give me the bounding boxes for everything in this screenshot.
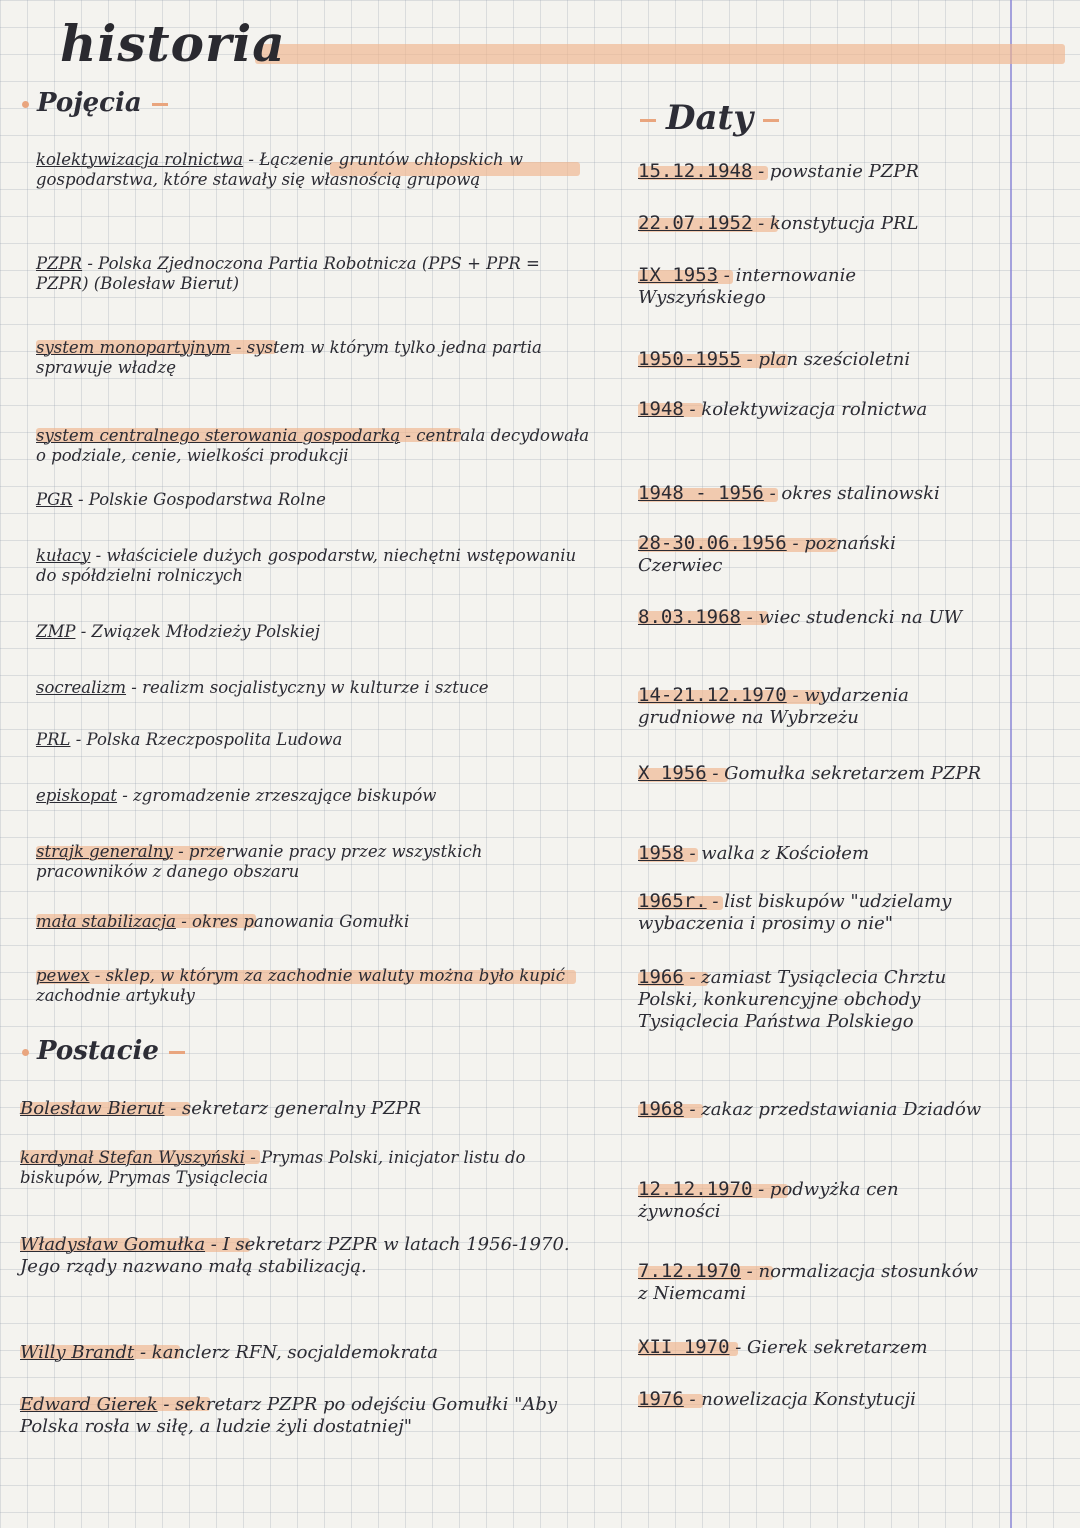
term-name: PZPR	[36, 254, 83, 273]
term-entry	[36, 150, 596, 190]
date-event: - list biskupów "udzielamy wybaczenia i prosimy o nie"	[638, 891, 952, 934]
term-entry	[36, 966, 596, 1006]
term-name: system centralnego sterowania gospodarką	[36, 426, 401, 445]
term-entry	[36, 622, 596, 642]
term-name: socrealizm	[36, 678, 127, 697]
term-definition: - system w którym tylko jedna partia sprawuje władzę	[36, 338, 542, 377]
date-event: - okres stalinowski	[763, 483, 940, 504]
notebook-margin-line	[1010, 0, 1012, 1528]
date-entry	[638, 842, 983, 865]
date-entry	[638, 1178, 983, 1223]
term-definition: - Polskie Gospodarstwa Rolne	[72, 490, 326, 509]
term-name: mała stabilizacja	[36, 912, 176, 931]
date-event: - konstytucja PRL	[752, 213, 919, 234]
term-entry	[36, 338, 596, 378]
date-value: 12.12.1970	[638, 1178, 753, 1200]
section-heading-postacie	[22, 1036, 185, 1066]
date-event: - kolektywizacja rolnictwa	[683, 399, 928, 420]
term-definition: - Łączenie gruntów chłopskich w gospodarstwa, które stawały się własnością grupową	[36, 150, 524, 189]
heading-dash	[640, 119, 656, 122]
person-description: - I sekretarz PZPR w latach 1956-1970. Jego rządy nazwano małą stabilizacją.	[20, 1234, 570, 1277]
term-entry	[36, 678, 616, 698]
person-entry	[20, 1098, 610, 1120]
term-name: system monopartyjnym	[36, 338, 231, 357]
date-entry	[638, 348, 983, 371]
date-entry	[638, 482, 983, 505]
person-name: Bolesław Bierut	[20, 1098, 165, 1119]
section-heading-daty	[640, 98, 779, 138]
date-entry	[638, 264, 983, 309]
term-definition: - zgromadzenie zrzeszające biskupów	[117, 786, 437, 805]
section-heading-daty-text: Daty	[666, 98, 753, 138]
date-event: - zakaz przedstawiania Dziadów	[683, 1099, 982, 1120]
date-event: - Gierek sekretarzem	[729, 1337, 928, 1358]
page-title: historia	[60, 14, 286, 73]
term-definition: - Związek Młodzieży Polskiej	[75, 622, 320, 641]
section-heading-pojecia	[22, 88, 168, 118]
term-entry	[36, 842, 596, 882]
date-value: XII 1970	[638, 1336, 730, 1358]
person-name: kardynał Stefan Wyszyński	[20, 1148, 245, 1167]
date-value: 1948 - 1956	[638, 482, 764, 504]
date-event: - internowanie Wyszyńskiego	[638, 265, 857, 308]
date-event: - walka z Kościołem	[683, 843, 870, 864]
date-event: - podwyżka cen żywności	[638, 1179, 899, 1222]
date-event: - normalizacja stosunków z Niemcami	[638, 1261, 979, 1304]
date-event: - powstanie PZPR	[752, 161, 919, 182]
person-description: - kanclerz RFN, socjaldemokrata	[134, 1342, 438, 1363]
date-value: X 1956	[638, 762, 707, 784]
heading-dash	[763, 119, 779, 122]
term-entry	[36, 546, 596, 586]
term-name: PRL	[36, 730, 71, 749]
date-value: 8.03.1968	[638, 606, 741, 628]
term-entry	[36, 426, 596, 466]
term-name: strajk generalny	[36, 842, 173, 861]
date-value: 1958	[638, 842, 684, 864]
heading-dash	[152, 103, 168, 106]
date-entry	[638, 160, 983, 183]
date-entry	[638, 762, 983, 785]
heading-bullet	[22, 101, 29, 108]
date-value: 7.12.1970	[638, 1260, 741, 1282]
person-entry	[20, 1148, 610, 1188]
section-heading-postacie-text: Postacie	[37, 1036, 159, 1066]
term-entry	[36, 490, 596, 510]
section-heading-pojecia-text: Pojęcia	[37, 88, 142, 118]
person-description: - sekretarz generalny PZPR	[164, 1098, 422, 1119]
term-name: PGR	[36, 490, 73, 509]
date-value: 1968	[638, 1098, 684, 1120]
person-entry	[20, 1234, 610, 1278]
person-description: - sekretarz PZPR po odejściu Gomułki "Aby Polska rosła w siłę, a ludzie żyli dostatniej"	[20, 1394, 558, 1437]
term-entry	[36, 912, 596, 932]
person-name: Edward Gierek	[20, 1394, 158, 1415]
term-definition: - Polska Zjednoczona Partia Robotnicza (PPS + PPR = PZPR) (Bolesław Bierut)	[36, 254, 540, 293]
term-definition: - Polska Rzeczpospolita Ludowa	[70, 730, 343, 749]
date-value: 1965r.	[638, 890, 707, 912]
person-description: - Prymas Polski, inicjator listu do biskupów, Prymas Tysiąclecia	[20, 1148, 526, 1187]
date-event: - poznański Czerwiec	[638, 533, 896, 576]
term-entry	[36, 254, 596, 294]
date-entry	[638, 1260, 983, 1305]
person-name: Władysław Gomułka	[20, 1234, 206, 1255]
date-entry	[638, 1098, 983, 1121]
term-entry	[36, 730, 596, 750]
date-value: 22.07.1952	[638, 212, 753, 234]
heading-dash	[169, 1051, 185, 1054]
date-value: 15.12.1948	[638, 160, 753, 182]
date-entry	[638, 606, 983, 629]
term-definition: - okres panowania Gomułki	[175, 912, 410, 931]
date-event: - wiec studencki na UW	[740, 607, 963, 628]
date-value: 1976	[638, 1388, 684, 1410]
date-entry	[638, 966, 983, 1033]
term-definition: - realizm socjalistyczny w kulturze i sztuce	[126, 678, 489, 697]
date-entry	[638, 398, 983, 421]
date-value: IX 1953	[638, 264, 719, 286]
date-value: 14-21.12.1970	[638, 684, 787, 706]
date-entry	[638, 532, 983, 577]
date-event: - wydarzenia grudniowe na Wybrzeżu	[638, 685, 909, 728]
date-value: 1948	[638, 398, 684, 420]
date-event: - plan sześcioletni	[740, 349, 911, 370]
term-name: kułacy	[36, 546, 91, 565]
term-name: ZMP	[36, 622, 76, 641]
term-definition: - centrala decydowała o podziale, cenie, wielkości produkcji	[36, 426, 590, 465]
date-event: - Gomułka sekretarzem PZPR	[706, 763, 982, 784]
title-highlight	[255, 44, 1065, 64]
term-definition: - właściciele dużych gospodarstw, niechętni wstępowaniu do spółdzielni rolniczych	[36, 546, 577, 585]
term-definition: - przerwanie pracy przez wszystkich pracowników z danego obszaru	[36, 842, 483, 881]
date-entry	[638, 212, 983, 235]
person-entry	[20, 1394, 610, 1438]
date-entry	[638, 890, 983, 935]
date-value: 1950-1955	[638, 348, 741, 370]
date-value: 28-30.06.1956	[638, 532, 787, 554]
heading-bullet	[22, 1049, 29, 1056]
term-entry	[36, 786, 596, 806]
person-name: Willy Brandt	[20, 1342, 135, 1363]
person-entry	[20, 1342, 610, 1364]
term-name: pewex	[36, 966, 90, 985]
date-entry	[638, 684, 983, 729]
term-name: episkopat	[36, 786, 118, 805]
date-event: - nowelizacja Konstytucji	[683, 1389, 916, 1410]
date-event: - zamiast Tysiąclecia Chrztu Polski, konkurencyjne obchody Tysiąclecia Państwa Polskiego	[638, 967, 947, 1032]
date-value: 1966	[638, 966, 684, 988]
date-entry	[638, 1336, 983, 1359]
date-entry	[638, 1388, 983, 1411]
term-definition: - sklep, w którym za zachodnie waluty można było kupić zachodnie artykuły	[36, 966, 565, 1005]
term-name: kolektywizacja rolnictwa	[36, 150, 244, 169]
